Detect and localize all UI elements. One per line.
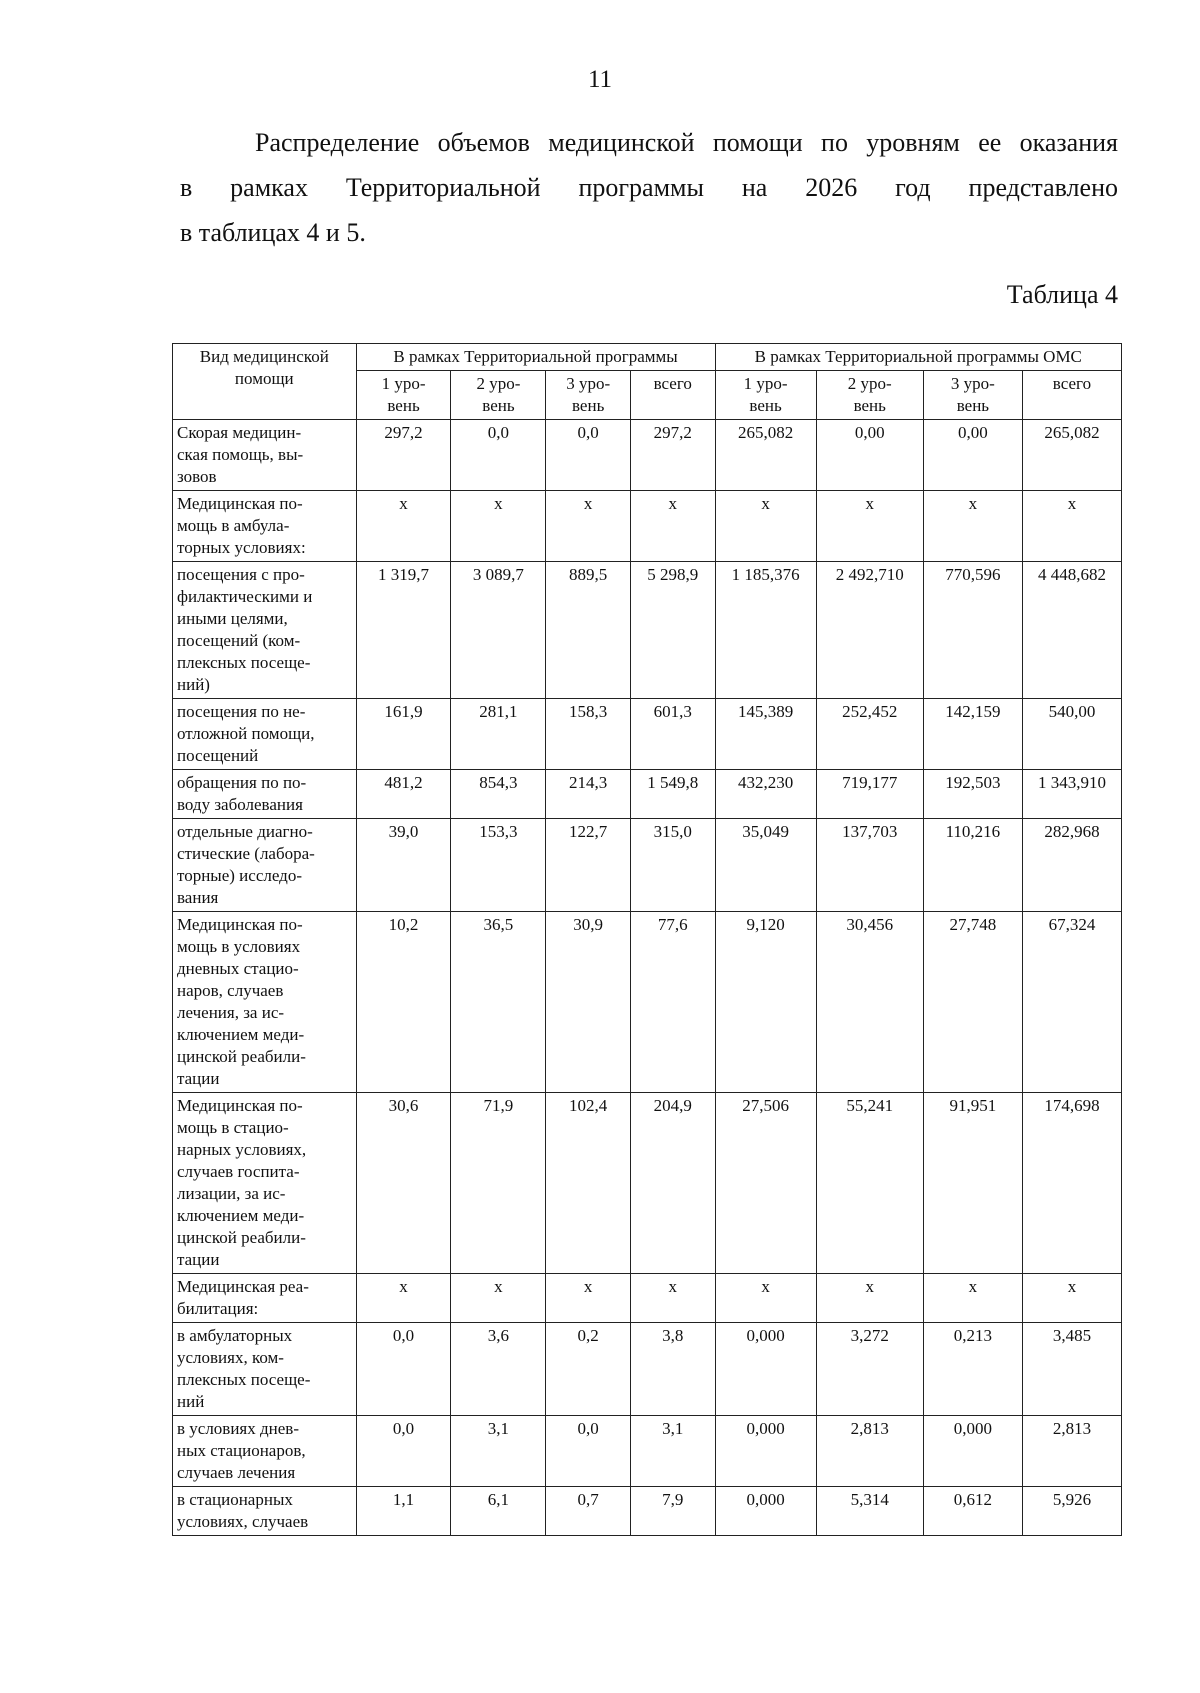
value-cell: 540,00 <box>1022 699 1121 770</box>
row-label: Медицинская реа- билитация: <box>173 1274 357 1323</box>
value-cell: 297,2 <box>356 420 451 491</box>
value-cell: 0,0 <box>546 1416 631 1487</box>
value-cell: 252,452 <box>816 699 923 770</box>
value-cell: x <box>715 1274 816 1323</box>
value-cell: 9,120 <box>715 912 816 1093</box>
value-cell: 0,0 <box>451 420 546 491</box>
value-cell: 0,000 <box>715 1323 816 1416</box>
intro-line-1 <box>180 120 1118 165</box>
row-label: Медицинская по- мощь в условиях дневных стацио- наров, случаев лечения, за ис- ключением меди- цинской реабили- тации <box>173 912 357 1093</box>
value-cell: x <box>356 491 451 562</box>
value-cell: 770,596 <box>923 562 1022 699</box>
row-label: в условиях днев- ных стационаров, случаев лечения <box>173 1416 357 1487</box>
value-cell: 6,1 <box>451 1487 546 1536</box>
value-cell: 854,3 <box>451 770 546 819</box>
value-cell: 30,9 <box>546 912 631 1093</box>
value-cell: 77,6 <box>630 912 715 1093</box>
value-cell: 281,1 <box>451 699 546 770</box>
row-label: в стационарных условиях, случаев <box>173 1487 357 1536</box>
value-cell: 297,2 <box>630 420 715 491</box>
value-cell: 0,000 <box>923 1416 1022 1487</box>
value-cell: 315,0 <box>630 819 715 912</box>
value-cell: x <box>630 491 715 562</box>
row-label: посещения по не- отложной помощи, посещений <box>173 699 357 770</box>
value-cell: 432,230 <box>715 770 816 819</box>
value-cell: 0,00 <box>816 420 923 491</box>
value-cell: 36,5 <box>451 912 546 1093</box>
value-cell: 2,813 <box>1022 1416 1121 1487</box>
value-cell: 27,748 <box>923 912 1022 1093</box>
value-cell: 1 343,910 <box>1022 770 1121 819</box>
value-cell: 265,082 <box>715 420 816 491</box>
value-cell: 0,7 <box>546 1487 631 1536</box>
table-header-row-1 <box>173 344 1122 371</box>
header-territorial-level-3: 3 уро- вень <box>546 371 631 420</box>
intro-line-3: в таблицах 4 и 5. <box>180 218 366 247</box>
header-oms-level-1: 1 уро- вень <box>715 371 816 420</box>
value-cell: 5,314 <box>816 1487 923 1536</box>
value-cell: 3,485 <box>1022 1323 1121 1416</box>
header-territorial-total: всего <box>630 371 715 420</box>
value-cell: 1 185,376 <box>715 562 816 699</box>
value-cell: 5 298,9 <box>630 562 715 699</box>
value-cell: 889,5 <box>546 562 631 699</box>
value-cell: x <box>356 1274 451 1323</box>
table-row <box>173 1487 1122 1536</box>
value-cell: 719,177 <box>816 770 923 819</box>
value-cell: x <box>1022 491 1121 562</box>
value-cell: 0,0 <box>356 1323 451 1416</box>
header-oms-total: всего <box>1022 371 1121 420</box>
value-cell: x <box>451 1274 546 1323</box>
value-cell: 10,2 <box>356 912 451 1093</box>
table-row <box>173 699 1122 770</box>
value-cell: 71,9 <box>451 1093 546 1274</box>
value-cell: 5,926 <box>1022 1487 1121 1536</box>
value-cell: 142,159 <box>923 699 1022 770</box>
value-cell: 30,456 <box>816 912 923 1093</box>
table-row <box>173 1274 1122 1323</box>
value-cell: 27,506 <box>715 1093 816 1274</box>
value-cell: 102,4 <box>546 1093 631 1274</box>
value-cell: 282,968 <box>1022 819 1121 912</box>
value-cell: x <box>630 1274 715 1323</box>
table-row <box>173 420 1122 491</box>
value-cell: x <box>451 491 546 562</box>
value-cell: 0,0 <box>356 1416 451 1487</box>
value-cell: 0,000 <box>715 1416 816 1487</box>
row-label: Медицинская по- мощь в стацио- нарных условиях, случаев госпита- лизации, за ис- ключением меди- цинской реабили- тации <box>173 1093 357 1274</box>
value-cell: 122,7 <box>546 819 631 912</box>
value-cell: x <box>546 1274 631 1323</box>
value-cell: 1 319,7 <box>356 562 451 699</box>
value-cell: x <box>546 491 631 562</box>
value-cell: x <box>816 1274 923 1323</box>
value-cell: x <box>816 491 923 562</box>
value-cell: x <box>923 491 1022 562</box>
value-cell: 0,612 <box>923 1487 1022 1536</box>
header-care-type: Вид медицинской помощи <box>173 344 357 420</box>
header-oms-level-3: 3 уро- вень <box>923 371 1022 420</box>
value-cell: x <box>1022 1274 1121 1323</box>
table-row <box>173 819 1122 912</box>
value-cell: 158,3 <box>546 699 631 770</box>
header-oms-level-2: 2 уро- вень <box>816 371 923 420</box>
value-cell: 0,213 <box>923 1323 1022 1416</box>
row-label: посещения с про- филактическими и иными целями, посещений (ком- плексных посеще- ний) <box>173 562 357 699</box>
intro-line-1-text: Распределение объемов медицинской помощи по уровням ее оказания <box>255 128 1118 157</box>
value-cell: 3,1 <box>630 1416 715 1487</box>
intro-line-2: в рамках Территориальной программы на 2026 год представлено <box>180 173 1118 202</box>
value-cell: 214,3 <box>546 770 631 819</box>
value-cell: 55,241 <box>816 1093 923 1274</box>
value-cell: 137,703 <box>816 819 923 912</box>
value-cell: 0,0 <box>546 420 631 491</box>
value-cell: 30,6 <box>356 1093 451 1274</box>
table-row <box>173 912 1122 1093</box>
row-label: Скорая медицин- ская помощь, вы- зовов <box>173 420 357 491</box>
page-number: 11 <box>587 66 613 93</box>
value-cell: 3,1 <box>451 1416 546 1487</box>
value-cell: 0,000 <box>715 1487 816 1536</box>
value-cell: 110,216 <box>923 819 1022 912</box>
header-territorial-level-2: 2 уро- вень <box>451 371 546 420</box>
value-cell: 153,3 <box>451 819 546 912</box>
value-cell: 192,503 <box>923 770 1022 819</box>
value-cell: 0,00 <box>923 420 1022 491</box>
value-cell: 481,2 <box>356 770 451 819</box>
value-cell: 1,1 <box>356 1487 451 1536</box>
table-row <box>173 1093 1122 1274</box>
value-cell: 204,9 <box>630 1093 715 1274</box>
table-body <box>173 420 1122 1536</box>
header-oms-program: В рамках Территориальной программы ОМС <box>715 344 1121 371</box>
value-cell: x <box>923 1274 1022 1323</box>
value-cell: 67,324 <box>1022 912 1121 1093</box>
value-cell: 3,272 <box>816 1323 923 1416</box>
intro-paragraph <box>180 120 1118 255</box>
header-territorial-program: В рамках Территориальной программы <box>356 344 715 371</box>
row-label: обращения по по- воду заболевания <box>173 770 357 819</box>
volume-distribution-table <box>172 343 1122 1536</box>
row-label: Медицинская по- мощь в амбула- торных условиях: <box>173 491 357 562</box>
value-cell: 4 448,682 <box>1022 562 1121 699</box>
value-cell: 265,082 <box>1022 420 1121 491</box>
row-label: в амбулаторных условиях, ком- плексных посеще- ний <box>173 1323 357 1416</box>
value-cell: 601,3 <box>630 699 715 770</box>
header-territorial-level-1: 1 уро- вень <box>356 371 451 420</box>
value-cell: 1 549,8 <box>630 770 715 819</box>
value-cell: 2 492,710 <box>816 562 923 699</box>
table-caption: Таблица 4 <box>1006 280 1118 309</box>
value-cell: 39,0 <box>356 819 451 912</box>
value-cell: 3,6 <box>451 1323 546 1416</box>
table-row <box>173 1323 1122 1416</box>
value-cell: 174,698 <box>1022 1093 1121 1274</box>
row-label: отдельные диагно- стические (лабора- торные) исследо- вания <box>173 819 357 912</box>
value-cell: 7,9 <box>630 1487 715 1536</box>
value-cell: 3 089,7 <box>451 562 546 699</box>
table-row <box>173 1416 1122 1487</box>
value-cell: 91,951 <box>923 1093 1022 1274</box>
table-row <box>173 562 1122 699</box>
value-cell: 35,049 <box>715 819 816 912</box>
value-cell: 145,389 <box>715 699 816 770</box>
table-row <box>173 770 1122 819</box>
value-cell: 3,8 <box>630 1323 715 1416</box>
value-cell: 161,9 <box>356 699 451 770</box>
value-cell: x <box>715 491 816 562</box>
table-row <box>173 491 1122 562</box>
value-cell: 0,2 <box>546 1323 631 1416</box>
value-cell: 2,813 <box>816 1416 923 1487</box>
